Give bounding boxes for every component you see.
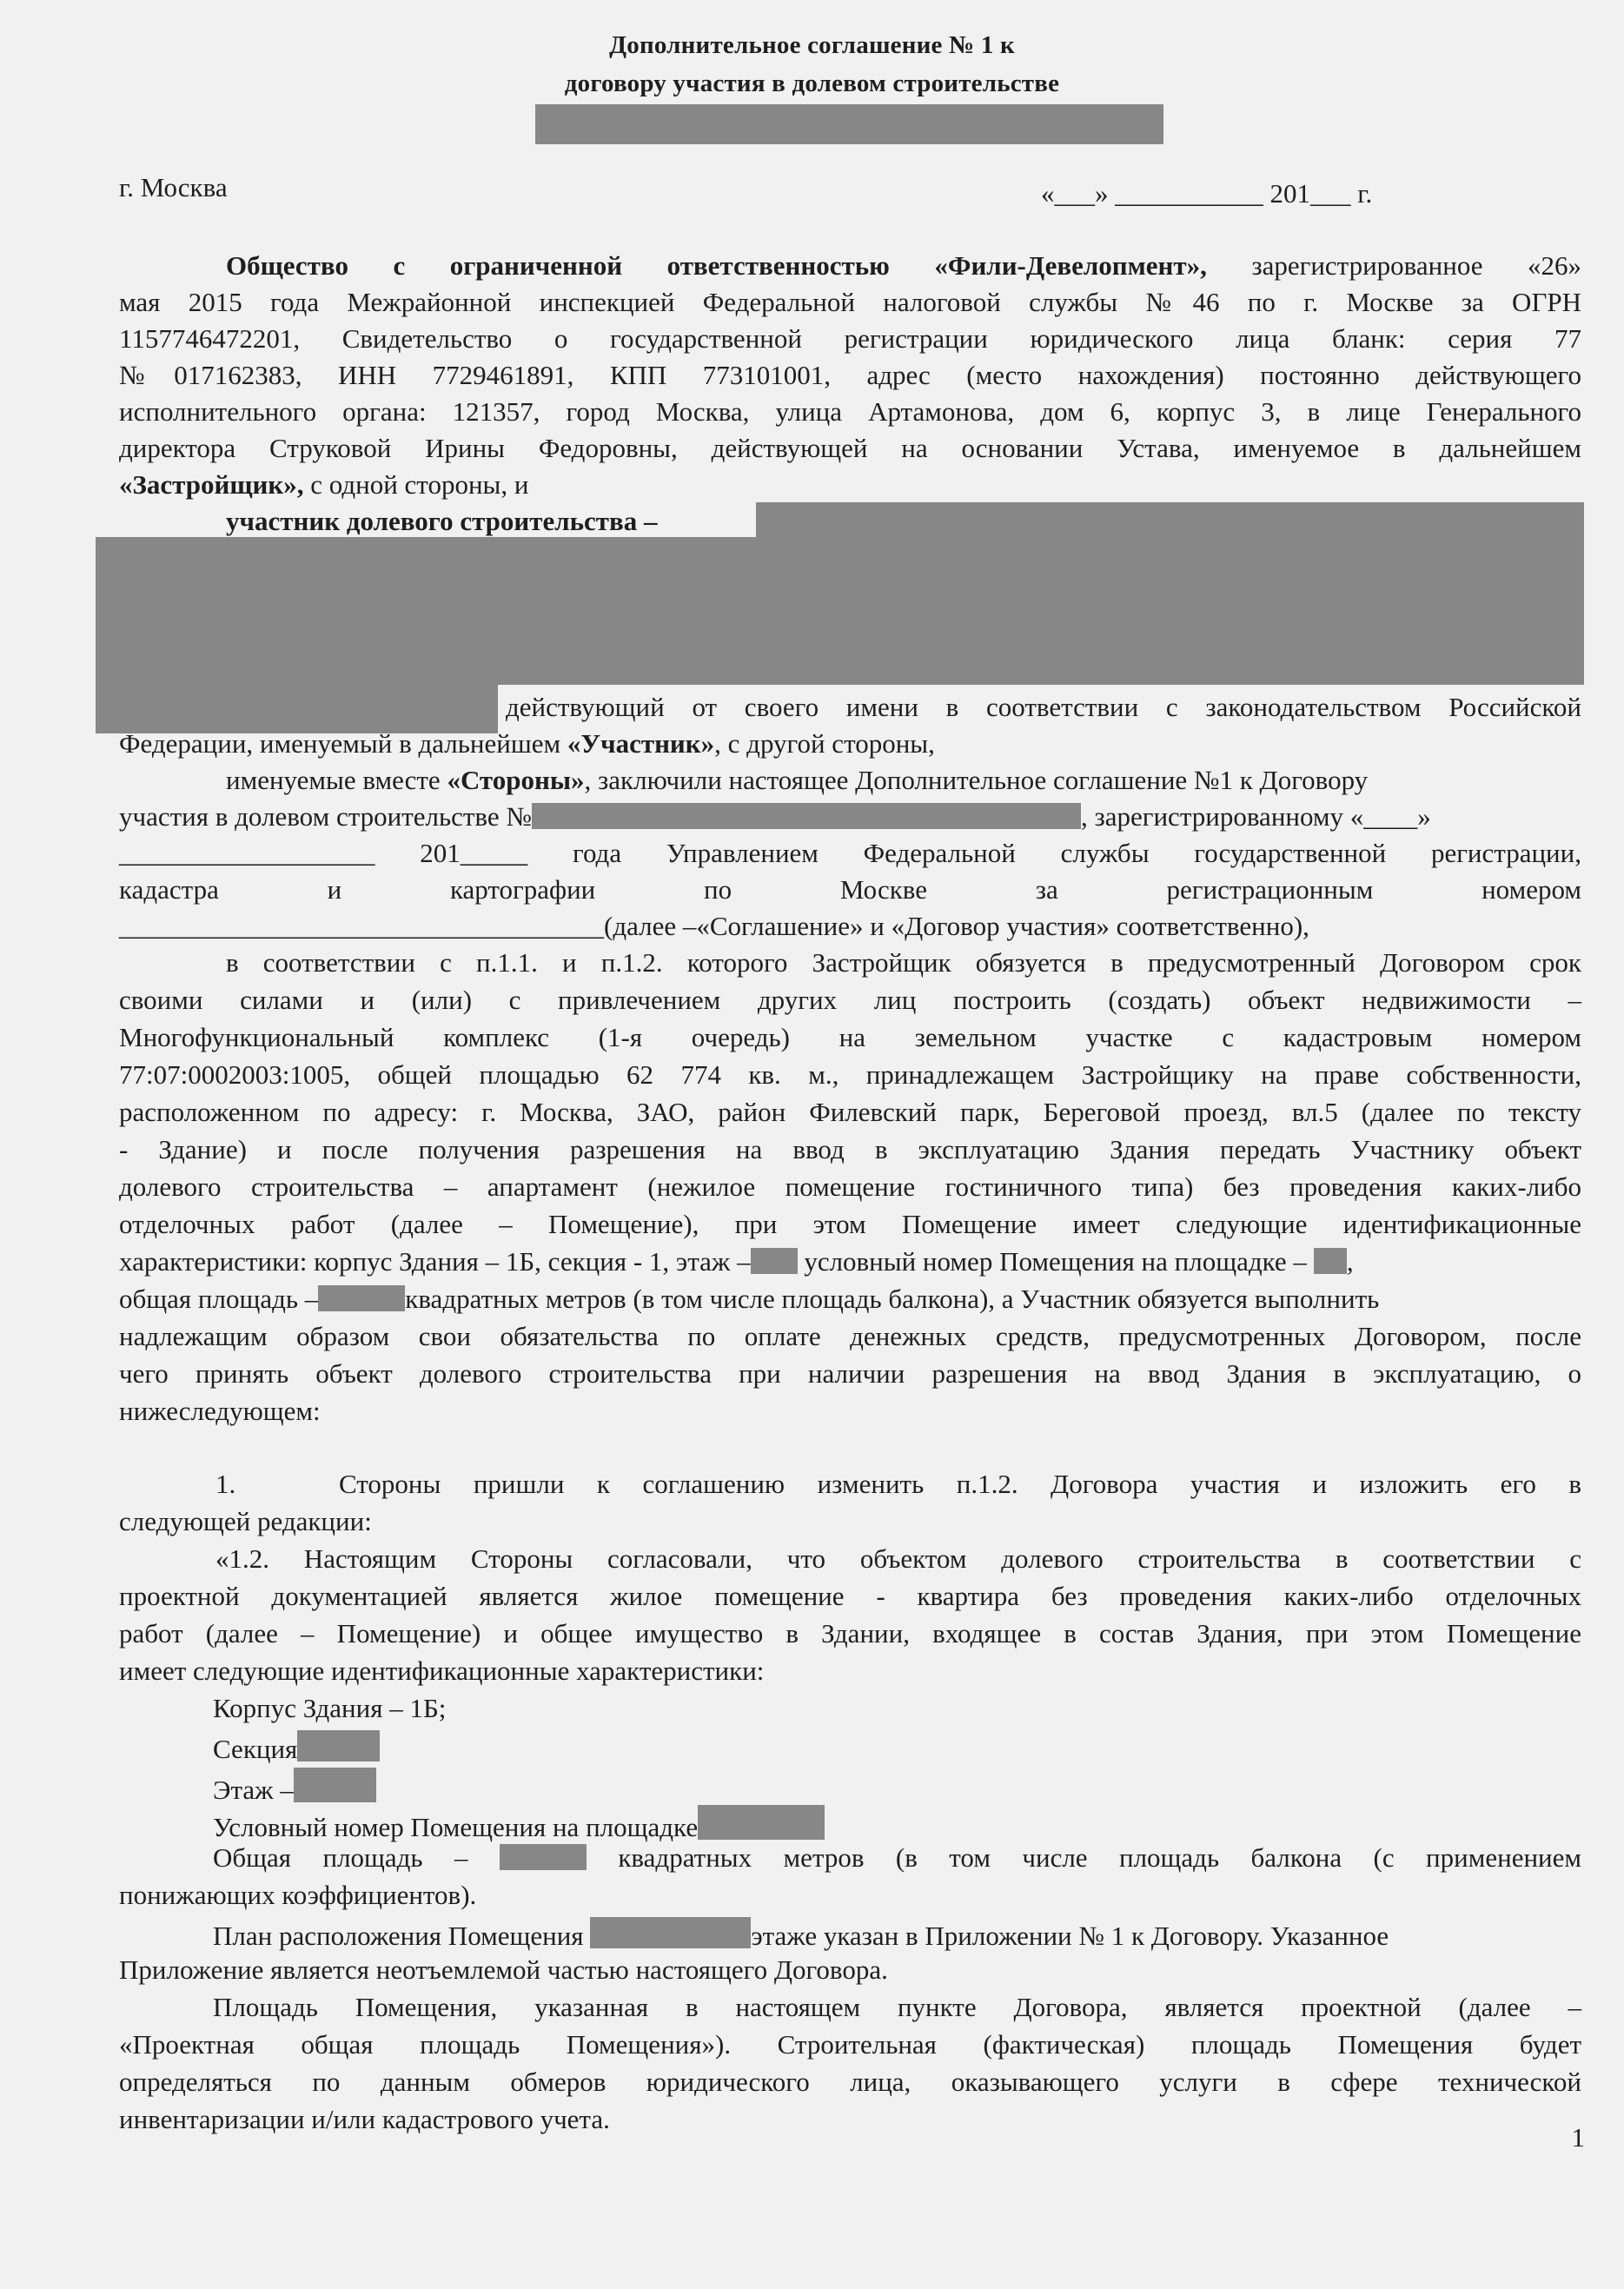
acting-line: действующий от своего имени в соответствии с законодательством Российской	[506, 692, 1581, 722]
redaction-inline	[590, 1917, 751, 1948]
company-name: Общество с ограниченной ответственностью «Фили-Девелопмент»,	[226, 250, 1207, 281]
document-title-line2: договору участия в долевом строительстве	[564, 70, 1060, 97]
body-tail-line: надлежащим образом свои обязательства по оплате денежных средств, предусмотренных Договором, после	[119, 1321, 1581, 1351]
redaction-inline	[698, 1805, 825, 1840]
plan-label: План расположения Помещения	[213, 1921, 584, 1951]
parties-line: директора Струковой Ирины Федоровны, действующей на основании Устава, именуемое в дальнейшем	[119, 433, 1581, 463]
contract-pre: участия в долевом строительстве №	[119, 801, 532, 832]
cond-number-label: Условный номер Помещения на площадке	[213, 1812, 699, 1842]
plan-text: этаже указан в Приложении № 1 к Договору. Указанное	[751, 1921, 1389, 1951]
clause-line: следующей редакции:	[119, 1506, 372, 1536]
together-pre: именуемые вместе	[226, 765, 447, 795]
redaction-block	[535, 104, 1163, 144]
section-line	[213, 1730, 380, 1765]
characteristics-c: ,	[1346, 1246, 1354, 1277]
developer-line	[119, 469, 528, 501]
quote-line: проектной документацией является жилое помещение - квартира без проведения каких-либо отделочных	[119, 1581, 1581, 1611]
floor-line	[213, 1768, 376, 1806]
federation-line	[119, 728, 935, 760]
body-line: 77:07:0002003:1005, общей площадью 62 774 кв. м., принадлежащем Застройщику на праве собственности,	[119, 1059, 1581, 1090]
date-placeholder: «___» ___________ 201___ г.	[1041, 178, 1373, 209]
characteristics-line	[119, 1246, 1354, 1277]
body-line: Многофункциональный комплекс (1-я очередь) на земельном участке с кадастровым номером	[119, 1022, 1581, 1052]
characteristics-b: условный номер Помещения на площадке –	[797, 1246, 1307, 1277]
design-line: «Проектная общая площадь Помещения»). Строительная (фактическая) площадь Помещения будет	[119, 2029, 1581, 2060]
body-tail-line: чего принять объект долевого строительства при наличии разрешения на ввод Здания в эксплуатацию, о	[119, 1358, 1581, 1389]
redaction-inline	[294, 1768, 376, 1802]
body-line: долевого строительства – апартамент (нежилое помещение гостиничного типа) без проведения каких-либо	[119, 1171, 1581, 1202]
section-label: Секция	[213, 1734, 298, 1764]
body-line: расположенном по адресу: г. Москва, ЗАО, район Филевский парк, Береговой проезд, вл.5 (далее по тексту	[119, 1097, 1581, 1127]
other-side-text: , с другой стороны,	[714, 728, 935, 759]
redaction-inline	[500, 1844, 587, 1870]
redaction-inline	[1314, 1248, 1347, 1274]
city: г. Москва	[119, 172, 228, 202]
redaction-block	[96, 683, 498, 733]
area-clause-line	[213, 1842, 1581, 1874]
design-line: инвентаризации и/или кадастрового учета.	[119, 2104, 610, 2134]
area-line	[119, 1284, 1379, 1315]
body-tail-line: нижеследующем:	[119, 1396, 321, 1426]
participant-label: участник долевого строительства	[226, 506, 638, 536]
further-line: ____________________________________(далее –«Соглашение» и «Договор участия» соответственно),	[119, 911, 1309, 941]
area-label: общая площадь –	[119, 1284, 319, 1314]
body-line: своими силами и (или) с привлечением других лиц построить (создать) объект недвижимости –	[119, 985, 1581, 1015]
area-clause-line2: понижающих коэффициентов).	[119, 1880, 477, 1910]
developer-rest: с одной стороны, и	[303, 469, 529, 500]
area-text: квадратных метров (в том числе площадь балкона), а Участник обязуется выполнить	[405, 1284, 1380, 1314]
quote-line: работ (далее – Помещение) и общее имущество в Здании, входящее в состав Здания, при этом Помещение	[119, 1618, 1581, 1649]
participant-name-label: «Участник»	[567, 728, 715, 759]
area-clause-text: квадратных метров (в том числе площадь балкона (с применением	[618, 1842, 1582, 1873]
contract-line	[119, 801, 1431, 833]
characteristics-a: характеристики: корпус Здания – 1Б, секция - 1, этаж –	[119, 1246, 751, 1277]
parties-line: исполнительного органа: 121357, город Москва, улица Артамонова, дом 6, корпус 3, в лице Генерального	[119, 396, 1581, 427]
cond-number-line	[213, 1805, 825, 1843]
design-line: Площадь Помещения, указанная в настоящем пункте Договора, является проектной (далее –	[213, 1992, 1581, 2022]
redaction-inline	[751, 1248, 798, 1274]
body-line: - Здание) и после получения разрешения на ввод в эксплуатацию Здания передать Участнику объект	[119, 1134, 1581, 1164]
area-clause-label: Общая площадь –	[213, 1842, 468, 1873]
parties-intro	[119, 250, 1581, 282]
registration-line: ___________________ 201_____ года Управлением Федеральной службы государственной регистрации,	[119, 838, 1581, 868]
redaction-block	[96, 537, 1584, 685]
participant-dash: –	[637, 506, 658, 536]
floor-label: Этаж –	[213, 1775, 294, 1805]
redaction-block	[756, 502, 1584, 541]
parties-line: мая 2015 года Межрайонной инспекцией Федеральной налоговой службы №46 по г. Москве за ОГРН	[119, 287, 1581, 317]
developer-label: «Застройщик»,	[119, 469, 304, 500]
document-title-line1: Дополнительное соглашение № 1 к	[609, 31, 1015, 59]
parties-line: №017162383, ИНН 7729461891, КПП 773101001, адрес (место нахождения) постоянно действующего	[119, 360, 1581, 390]
plan-line	[213, 1917, 1389, 1952]
redaction-inline	[318, 1285, 405, 1311]
clause-line: Стороны пришли к соглашению изменить п.1.2. Договора участия и изложить его в	[339, 1469, 1581, 1499]
parties-line: 1157746472201, Свидетельство о государственной регистрации юридического лица бланк: серия 77	[119, 323, 1581, 354]
design-line: определяться по данным обмеров юридического лица, оказывающего услуги в сфере технической	[119, 2067, 1581, 2097]
quote-line: «1.2. Настоящим Стороны согласовали, что объектом долевого строительства в соответствии с	[215, 1543, 1581, 1574]
page-number: 1	[1571, 2122, 1585, 2153]
together-line	[226, 765, 1368, 796]
company-registered: зарегистрированное «26»	[1206, 250, 1582, 281]
together-post: , заключили настоящее Дополнительное соглашение №1 к Договору	[584, 765, 1369, 795]
quote-line: имеет следующие идентификационные характеристики:	[119, 1655, 765, 1686]
redaction-inline	[297, 1730, 380, 1762]
building-line: Корпус Здания – 1Б;	[213, 1693, 447, 1723]
redaction-inline	[532, 803, 1081, 829]
sides-label: «Стороны»	[447, 765, 585, 795]
participant-line	[226, 506, 658, 537]
cadastre-line: кадастра и картографии по Москве за регистрационным номером	[119, 874, 1581, 905]
body-line: отделочных работ (далее – Помещение), при этом Помещение имеет следующие идентификационные	[119, 1209, 1581, 1239]
federation-text: Федерации, именуемый в дальнейшем	[119, 728, 567, 759]
body-line: в соответствии с п.1.1. и п.1.2. которого Застройщик обязуется в предусмотренный Договором срок	[226, 947, 1581, 978]
contract-post: , зарегистрированному «____»	[1080, 801, 1431, 832]
clause-number: 1.	[215, 1469, 236, 1499]
plan-line2: Приложение является неотъемлемой частью настоящего Договора.	[119, 1954, 888, 1985]
